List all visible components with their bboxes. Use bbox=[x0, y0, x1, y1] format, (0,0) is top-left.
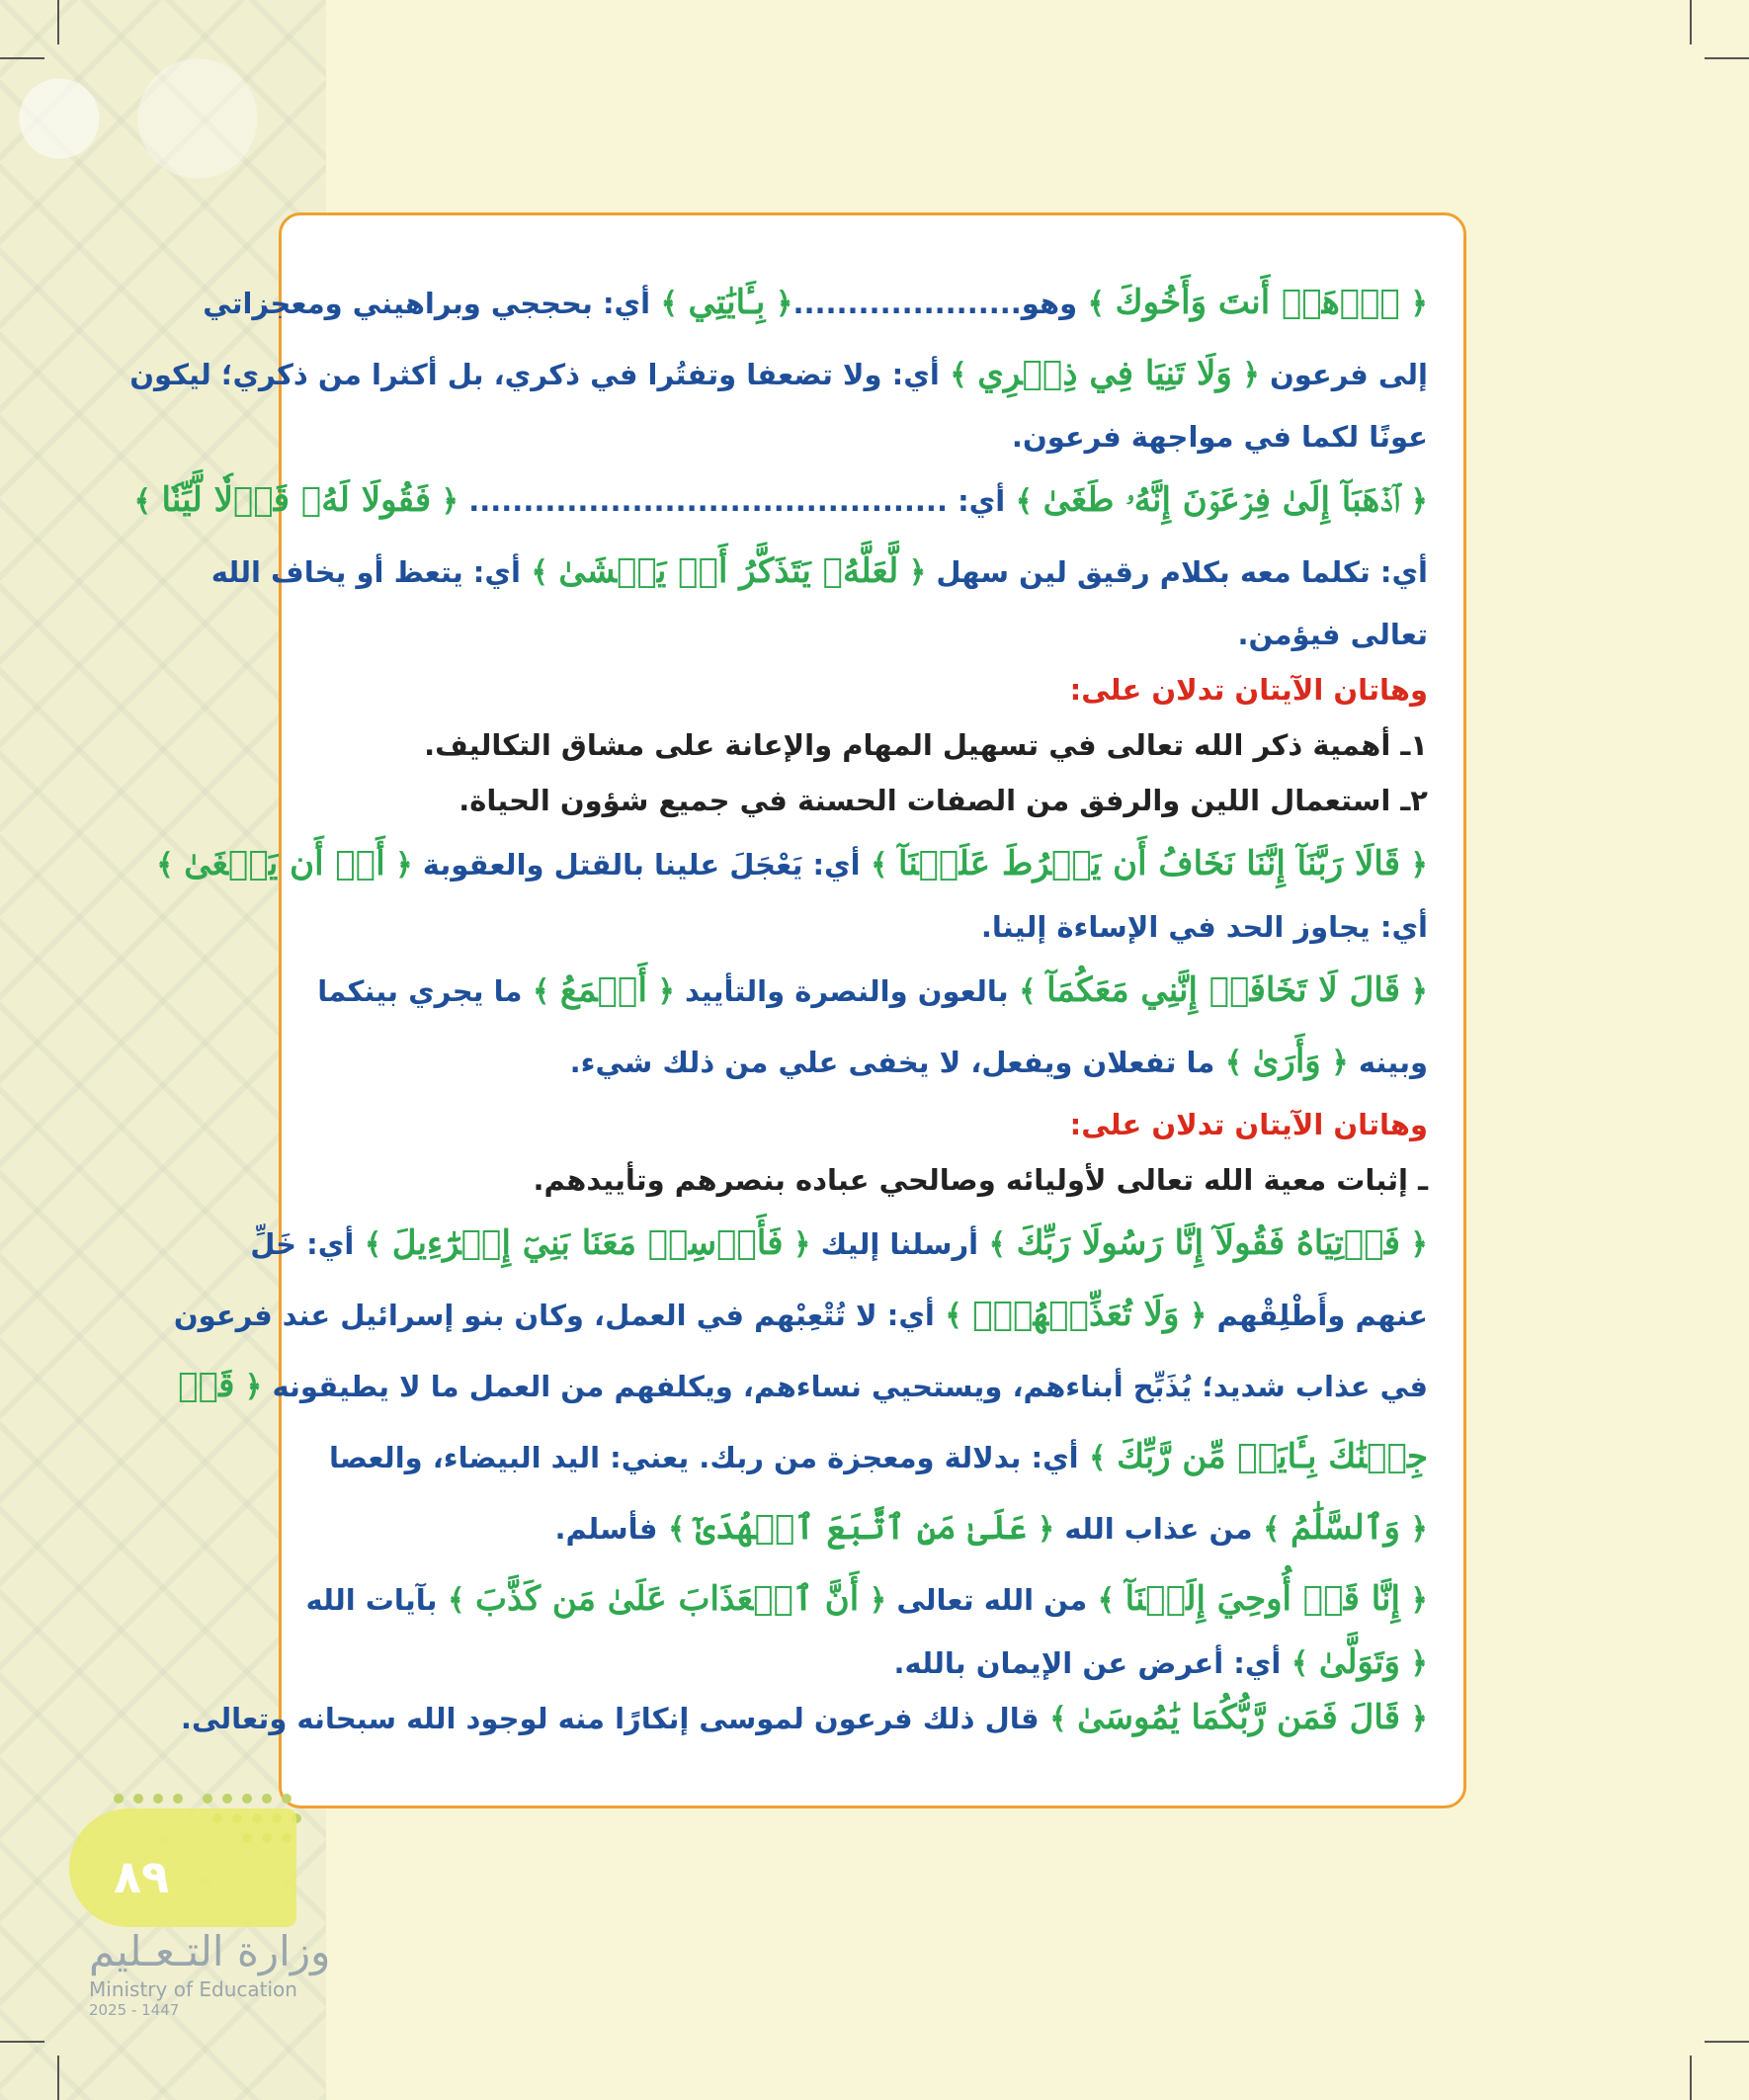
verse-bracket: ﴾ bbox=[156, 848, 185, 882]
verse-bracket: ﴾ bbox=[522, 974, 560, 1009]
verse-bracket: ﴿ bbox=[1399, 1512, 1428, 1547]
body-text: أي: خَلِّ bbox=[250, 1227, 355, 1261]
quran-verse: وَٱلسَّلَٰمُ bbox=[1291, 1508, 1400, 1548]
quran-verse: أَنَّ ٱلۡعَذَابَ عَلَىٰ مَن كَذَّبَ bbox=[474, 1579, 860, 1619]
body-text: أي: لا تُتْعِبْهم في العمل، وكان بنو إسرائيل عند فرعون bbox=[173, 1299, 935, 1332]
verse-bracket: ﴿ bbox=[1399, 1646, 1428, 1681]
verse-bracket: ﴿ bbox=[1399, 1702, 1428, 1736]
verse-bracket: ﴾ bbox=[1005, 484, 1043, 519]
verse-bracket: ﴾ bbox=[133, 484, 162, 519]
crop-mark bbox=[57, 0, 59, 44]
quran-verse: وَلَا تُعَذِّبۡهُمۡۖ bbox=[972, 1295, 1180, 1334]
text-line bbox=[317, 662, 1428, 717]
text-line bbox=[173, 1279, 1428, 1350]
verse-bracket: ﴾ bbox=[1281, 1646, 1319, 1681]
body-text: أي: تكلما معه بكلام رقيق لين سهل bbox=[926, 555, 1428, 589]
quran-verse: قَدۡ bbox=[178, 1366, 235, 1405]
verse-bracket: ﴿ bbox=[1179, 1299, 1208, 1333]
body-text: أي: بدلالة ومعجزة من ربك. يعني: اليد البيضاء، والعصا bbox=[328, 1441, 1079, 1474]
ministry-name-ar: وزارة التـعـليم bbox=[89, 1927, 331, 1975]
text-line bbox=[180, 1690, 1428, 1745]
quran-verse: فَقُولَا لَهُۥ قَوۡلٗا لَّيِّنٗا bbox=[161, 480, 432, 520]
page-number: ٨٩ bbox=[114, 1850, 170, 1903]
verse-bracket: ﴿ bbox=[1027, 1512, 1055, 1547]
quran-verse: أَسۡمَعُ bbox=[559, 970, 647, 1010]
text-line bbox=[317, 955, 1428, 1026]
crop-mark bbox=[1705, 2041, 1749, 2043]
verse-bracket: ﴿ bbox=[431, 484, 459, 519]
lesson-card bbox=[129, 212, 1466, 1808]
verse-bracket: ﴾ bbox=[354, 1227, 392, 1262]
body-text: عنهم وأَطْلِقْهم bbox=[1207, 1299, 1428, 1332]
verse-bracket: ﴿ bbox=[234, 1370, 263, 1404]
verse-bracket: ﴿ bbox=[783, 1227, 811, 1262]
crop-mark bbox=[0, 2041, 44, 2043]
text-line bbox=[203, 267, 1428, 338]
verse-bracket: ﴿ bbox=[1399, 287, 1428, 321]
verse-bracket: ﴾ bbox=[437, 1583, 475, 1618]
verse-bracket: ﴿ bbox=[1399, 1583, 1428, 1618]
page-number-badge bbox=[69, 1808, 296, 1927]
body-text: بآيات الله bbox=[305, 1583, 438, 1617]
text-line bbox=[317, 1421, 1428, 1492]
quran-verse: أَوۡ أَن يَطۡغَىٰ bbox=[184, 844, 385, 883]
quran-verse: جِئۡنَٰكَ بِـَٔايَةٖ مِّن رَّبِّكَ bbox=[1117, 1437, 1428, 1476]
crop-mark bbox=[1690, 0, 1692, 44]
body-text: بالعون والنصرة والتأييد bbox=[674, 974, 1009, 1008]
body-text: من عذاب الله bbox=[1054, 1512, 1253, 1546]
quran-verse: لَّعَلَّهُۥ يَتَذَكَّرُ أَوۡ يَخۡشَىٰ bbox=[558, 551, 899, 591]
body-text: عونًا لكما في مواجهة فرعون. bbox=[1011, 420, 1428, 454]
verse-bracket: ﴿ bbox=[1399, 484, 1428, 519]
text-line bbox=[178, 1350, 1428, 1421]
verse-bracket: ﴾ bbox=[650, 287, 689, 321]
text-line bbox=[317, 1635, 1428, 1690]
verse-bracket: ﴿ bbox=[1231, 358, 1260, 392]
body-text: وهو..................... bbox=[792, 287, 1078, 320]
section-heading: وهاتان الآيتان تدلان على: bbox=[1069, 673, 1428, 707]
quran-verse: بِـَٔايَٰتِي bbox=[688, 283, 766, 322]
body-text: ١ـ أهمية ذكر الله تعالى في تسهيل المهام والإعانة على مشاق التكاليف. bbox=[424, 728, 1428, 762]
quran-verse: قَالَا رَبَّنَآ إِنَّنَا نَخَافُ أَن يَفۡرُطَ عَلَيۡنَآ bbox=[898, 844, 1400, 883]
verse-bracket: ﴿ bbox=[1399, 1227, 1428, 1262]
text-line bbox=[317, 1026, 1428, 1097]
quran-verse: وَلَا تَنِيَا فِي ذِكۡرِي bbox=[977, 354, 1232, 393]
body-text: قال ذلك فرعون لموسى إنكارًا منه لوجود الله سبحانه وتعالى. bbox=[180, 1702, 1040, 1735]
verse-bracket: ﴿ bbox=[1399, 848, 1428, 882]
body-text: ـ إثبات معية الله تعالى لأوليائه وصالحي عباده بنصرهم وتأييدهم. bbox=[533, 1163, 1428, 1197]
verse-bracket: ﴾ bbox=[939, 358, 978, 392]
verse-bracket: ﴾ bbox=[978, 1227, 1017, 1262]
body-text: في عذاب شديد؛ يُذَبِّح أبناءهم، ويستحيي نساءهم، ويكلفهم من العمل ما لا يطيقونه bbox=[262, 1370, 1428, 1403]
text-line bbox=[317, 1097, 1428, 1152]
crop-mark bbox=[1690, 2056, 1692, 2100]
quran-verse: عَلَىٰ مَنِ ٱتَّبَعَ ٱلۡهُدَىٰٓ bbox=[695, 1508, 1028, 1548]
body-text: من الله تعالى bbox=[886, 1583, 1088, 1617]
body-text: أي: يتعظ أو يخاف الله bbox=[210, 555, 521, 589]
quran-verse: فَأَرۡسِلۡ مَعَنَا بَنِيٓ إِسۡرَٰٓءِيلَ bbox=[391, 1223, 784, 1263]
quran-verse: ٱذۡهَبۡ أَنتَ وَأَخُوكَ bbox=[1115, 283, 1400, 322]
text-line bbox=[317, 773, 1428, 828]
body-text: ٢ـ استعمال اللين والرفق من الصفات الحسنة في جميع شؤون الحياة. bbox=[458, 784, 1428, 817]
body-text: تعالى فيؤمن. bbox=[1237, 618, 1428, 651]
verse-bracket: ﴾ bbox=[1087, 1583, 1125, 1618]
text-line bbox=[133, 464, 1428, 536]
verse-bracket: ﴿ bbox=[765, 287, 793, 321]
verse-bracket: ﴾ bbox=[1077, 287, 1116, 321]
verse-bracket: ﴾ bbox=[1214, 1046, 1253, 1080]
body-text: أي: يَعْجَلَ علينا بالقتل والعقوبة bbox=[412, 848, 861, 882]
body-text: أي: ولا تضعفا وتفتُرا في ذكري، بل أكثرا من ذكري؛ ليكون bbox=[129, 358, 940, 391]
verse-bracket: ﴾ bbox=[1078, 1441, 1118, 1475]
quran-verse: ٱذۡهَبَآ إِلَىٰ فِرۡعَوۡنَ إِنَّهُۥ طَغَىٰ bbox=[1042, 480, 1400, 520]
text-line bbox=[156, 828, 1428, 899]
verse-bracket: ﴾ bbox=[657, 1512, 696, 1547]
text-line bbox=[317, 607, 1428, 662]
text-line bbox=[317, 717, 1428, 773]
verse-bracket: ﴿ bbox=[1399, 974, 1428, 1009]
body-text: أي: ............................................ bbox=[458, 484, 1006, 518]
ministry-name-en: Ministry of Education bbox=[89, 1977, 297, 2001]
verse-bracket: ﴾ bbox=[520, 555, 559, 590]
body-text: إلى فرعون bbox=[1259, 358, 1428, 391]
quran-verse: قَالَ فَمَن رَّبُّكُمَا يَٰمُوسَىٰ bbox=[1077, 1698, 1400, 1737]
body-text: ما تفعلان ويفعل، لا يخفى علي من ذلك شيء. bbox=[569, 1046, 1215, 1079]
verse-bracket: ﴾ bbox=[1008, 974, 1047, 1009]
verse-bracket: ﴾ bbox=[1039, 1702, 1078, 1736]
body-text: أرسلنا إليك bbox=[810, 1227, 979, 1261]
text-line bbox=[210, 536, 1428, 607]
text-line bbox=[317, 1492, 1428, 1563]
verse-bracket: ﴿ bbox=[646, 974, 675, 1009]
quran-verse: وَأَرَىٰ bbox=[1252, 1042, 1321, 1081]
verse-bracket: ﴿ bbox=[898, 555, 927, 590]
text-line bbox=[317, 409, 1428, 464]
section-heading: وهاتان الآيتان تدلان على: bbox=[1069, 1108, 1428, 1141]
verse-bracket: ﴾ bbox=[860, 848, 899, 882]
quran-verse: قَالَ لَا تَخَافَآۖ إِنَّنِي مَعَكُمَآ bbox=[1046, 970, 1400, 1010]
verse-bracket: ﴿ bbox=[1320, 1046, 1349, 1080]
crop-mark bbox=[57, 2056, 59, 2100]
body-text: فأسلم. bbox=[554, 1512, 658, 1546]
text-line bbox=[317, 899, 1428, 955]
body-text: أي: بحججي وبراهيني ومعجزاتي bbox=[203, 287, 651, 320]
crop-mark bbox=[0, 57, 44, 59]
body-text: ما يجري بينكما bbox=[317, 974, 523, 1008]
text-line bbox=[317, 1152, 1428, 1208]
verse-bracket: ﴿ bbox=[859, 1583, 887, 1618]
verse-bracket: ﴾ bbox=[1252, 1512, 1291, 1547]
quran-verse: فَأۡتِيَاهُ فَقُولَآ إِنَّا رَسُولَا رَبِّكَ bbox=[1016, 1223, 1400, 1263]
ministry-year: 2025 - 1447 bbox=[89, 2001, 180, 2019]
body-text: أي: يجاوز الحد في الإساءة إلينا. bbox=[980, 910, 1428, 944]
text-line bbox=[250, 1208, 1428, 1279]
verse-bracket: ﴾ bbox=[934, 1299, 973, 1333]
body-text: وبينه bbox=[1348, 1046, 1428, 1079]
quran-verse: وَتَوَلَّىٰ bbox=[1318, 1642, 1400, 1682]
text-line bbox=[305, 1563, 1428, 1635]
crop-mark bbox=[1705, 57, 1749, 59]
body-text: أي: أعرض عن الإيمان بالله. bbox=[893, 1646, 1282, 1680]
text-line bbox=[129, 338, 1428, 409]
lesson-text bbox=[129, 267, 1428, 1745]
verse-bracket: ﴿ bbox=[384, 848, 413, 882]
ministry-logo bbox=[89, 1927, 330, 2019]
quran-verse: إِنَّا قَدۡ أُوحِيَ إِلَيۡنَآ bbox=[1124, 1579, 1400, 1619]
